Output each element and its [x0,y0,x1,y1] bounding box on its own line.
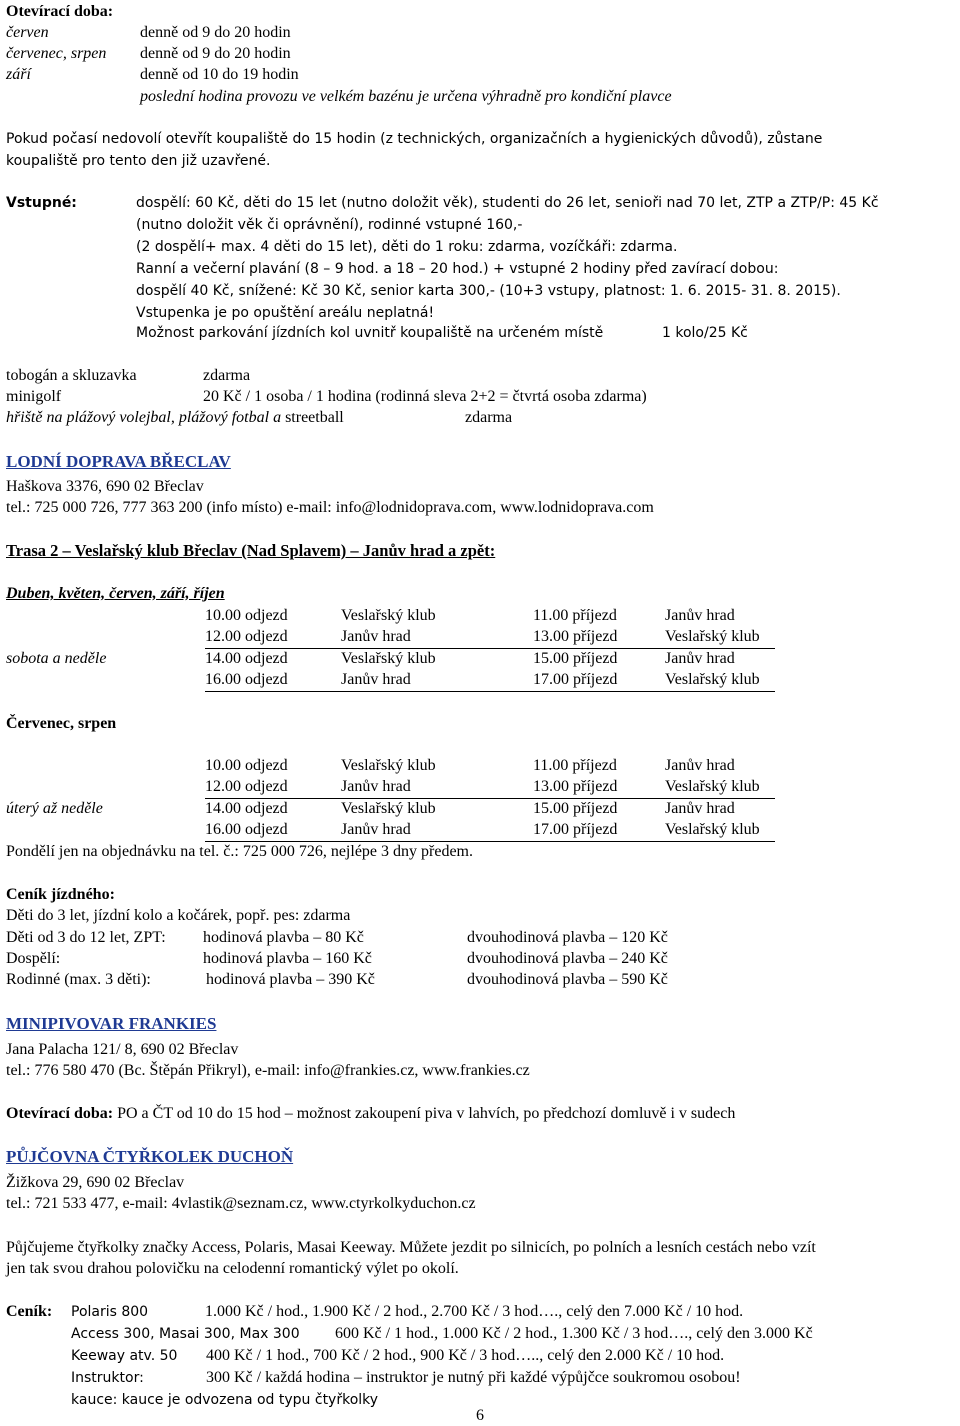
quads-contact: tel.: 721 533 477, e-mail: 4vlastik@seznam.cz, www.ctyrkolkyduchon.cz [6,1195,476,1212]
weather-note: koupaliště pro tento den již uzavřené. [6,153,271,169]
fare-who: Dospělí: [6,950,61,967]
quad-model: Keeway atv. 50 [71,1348,178,1364]
fare-two-hours: dvouhodinová plavba – 240 Kč [467,950,668,967]
extra-name: hřiště na plážový volejbal, plážový fotbal a streetball [6,409,344,426]
entry-line: Vstupenka je po opuštění areálu neplatná! [136,305,435,321]
opening-period: červenec, srpen [6,45,107,62]
boat-route: Trasa 2 – Veslařský klub Břeclav (Nad Splavem) – Janův hrad a zpět: [6,541,496,560]
opening-hours: denně od 9 do 20 hodin [140,45,291,62]
quads-description: jen tak svou drahou polovičku na celodenní romantický výlet po okolí. [6,1260,459,1277]
schedule-row: 12.00 odjezd Janův hrad 13.00 příjezd Veslařský klub [205,777,775,799]
schedule-row: 16.00 odjezd Janův hrad 17.00 příjezd Veslařský klub [205,820,775,842]
quad-price: 600 Kč / 1 hod., 1.000 Kč / 2 hod., 1.300 Kč / 3 hod…., celý den 3.000 Kč [335,1325,813,1342]
brewery-heading: MINIPIVOVAR FRANKIES [6,1014,217,1033]
fare-one-hour: hodinová plavba – 390 Kč [206,971,375,988]
season-day-label: úterý až neděle [6,800,103,817]
entry-line: Možnost parkování jízdních kol uvnitř koupaliště na určeném místě [136,325,604,341]
season-title: Červenec, srpen [6,715,117,732]
quads-price-label: Ceník: [6,1303,53,1320]
entry-line: dospělí: 60 Kč, děti do 15 let (nutno doložit věk), studenti do 26 let, senioři nad 70 let, ZTP a ZTP/P: 45 Kč [136,195,879,211]
fares-title: Ceník jízdného: [6,886,115,903]
quads-description: Půjčujeme čtyřkolky značky Access, Polaris, Masai Keeway. Můžete jezdit po silnicích, po polních a lesních cestách nebo vzít [6,1239,816,1256]
quad-model: Access 300, Masai 300, Max 300 [71,1326,300,1342]
extra-price: 20 Kč / 1 osoba / 1 hodina (rodinná sleva 2+2 = čtvrtá osoba zdarma) [203,388,647,405]
quad-price: 300 Kč / každá hodina – instruktor je nutný při každé výpůjčce soukromou osobou! [206,1369,741,1386]
fare-two-hours: dvouhodinová plavba – 120 Kč [467,929,668,946]
quad-price: 1.000 Kč / hod., 1.900 Kč / 2 hod., 2.700 Kč / 3 hod…., celý den 7.000 Kč / 10 hod. [205,1303,744,1320]
opening-hours: denně od 10 do 19 hodin [140,66,299,83]
quad-model: Instruktor: [71,1370,144,1386]
fare-two-hours: dvouhodinová plavba – 590 Kč [467,971,668,988]
opening-heading: Otevírací doba: [6,3,114,20]
fare-who: Děti od 3 do 12 let, ZPT: [6,929,166,946]
brewery-address: Jana Palacha 121/ 8, 690 02 Břeclav [6,1041,239,1058]
extra-name: minigolf [6,388,62,405]
entry-line: (2 dospělí+ max. 4 děti do 15 let), děti do 1 roku: zdarma, vozíčkáři: zdarma. [136,239,678,255]
page-number: 6 [476,1407,484,1424]
quads-heading: PŮJČOVNA ČTYŘKOLEK DUCHOŇ [6,1147,294,1166]
boat-heading: LODNÍ DOPRAVA BŘECLAV [6,452,231,471]
entry-line: dospělí 40 Kč, snížené: Kč 30 Kč, senior karta 300,- (10+3 vstupy, platnost: 1. 6. 2015- 31. 8. 2015). [136,283,841,299]
fare-who: Rodinné (max. 3 děti): [6,971,151,988]
schedule-row: 16.00 odjezd Janův hrad 17.00 příjezd Veslařský klub [205,670,775,692]
opening-note: poslední hodina provozu ve velkém bazénu je určena výhradně pro kondiční plavce [140,88,672,105]
schedule-row: 12.00 odjezd Janův hrad 13.00 příjezd Veslařský klub [205,627,775,649]
extra-price: zdarma [203,367,251,384]
opening-hours: denně od 9 do 20 hodin [140,24,291,41]
fare-one-hour: hodinová plavba – 160 Kč [203,950,372,967]
extra-price: zdarma [465,409,513,426]
weather-note: Pokud počasí nedovolí otevřít koupaliště do 15 hodin (z technických, organizačních a hygienických důvodů), zůstane [6,131,823,147]
opening-period: červen [6,24,49,41]
bike-price: 1 kolo/25 Kč [662,325,748,341]
monday-note: Pondělí jen na objednávku na tel. č.: 725 000 726, nejlépe 3 dny předem. [6,843,473,860]
quad-price: 400 Kč / 1 hod., 700 Kč / 2 hod., 900 Kč / 3 hod….., celý den 2.000 Kč / 10 hod. [206,1347,725,1364]
boat-contact: tel.: 725 000 726, 777 363 200 (info místo) e-mail: info@lodnidoprava.com, www.lodnidoprava.com [6,499,654,516]
brewery-contact: tel.: 776 580 470 (Bc. Štěpán Přikryl), e-mail: info@frankies.cz, www.frankies.cz [6,1062,530,1079]
entry-line: (nutno doložit věk či oprávnění), rodinné vstupné 160,- [136,217,523,233]
quads-address: Žižkova 29, 690 02 Břeclav [6,1174,185,1191]
boat-address: Haškova 3376, 690 02 Břeclav [6,478,204,495]
extra-name: tobogán a skluzavka [6,367,137,384]
season-day-label: sobota a neděle [6,650,107,667]
season-title: Duben, květen, červen, září, říjen [6,585,225,602]
entry-line: Ranní a večerní plavání (8 – 9 hod. a 18 – 20 hod.) + vstupné 2 hodiny před zavírací dobou: [136,261,779,277]
entry-label: Vstupné: [6,195,77,211]
fares-free: Děti do 3 let, jízdní kolo a kočárek, popř. pes: zdarma [6,907,351,924]
fare-one-hour: hodinová plavba – 80 Kč [203,929,364,946]
opening-period: září [6,66,31,83]
quads-deposit: kauce: kauce je odvozena od typu čtyřkolky [71,1392,379,1408]
quad-model: Polaris 800 [71,1304,149,1320]
brewery-hours: Otevírací doba: PO a ČT od 10 do 15 hod – možnost zakoupení piva v lahvích, po předchozí domluvě i v sudech [6,1105,736,1122]
